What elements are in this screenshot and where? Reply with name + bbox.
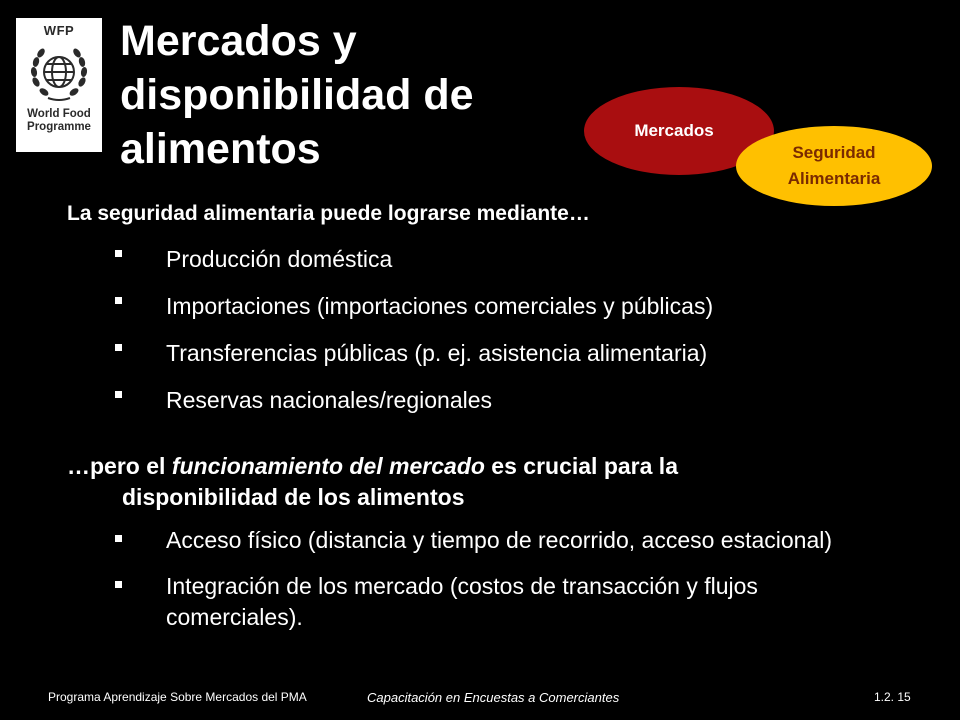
markets-label: Mercados xyxy=(634,121,714,140)
list-item-text: Transferencias públicas (p. ej. asistencia alimentaria) xyxy=(166,340,708,366)
statement-emphasis: funcionamiento del mercado xyxy=(171,453,485,479)
food-security-label xyxy=(788,140,881,192)
square-bullet-icon xyxy=(115,391,122,398)
square-bullet-icon xyxy=(115,344,122,351)
list-item-text: Integración de los mercado (costos de transacción y flujos comerciales). xyxy=(166,573,758,630)
list-item xyxy=(0,571,880,633)
food-security-line1: Seguridad xyxy=(792,143,876,162)
list-item xyxy=(0,334,713,381)
square-bullet-icon xyxy=(115,297,122,304)
logo-name-line1: World Food xyxy=(27,108,91,120)
market-functioning-statement xyxy=(67,451,867,513)
list-item xyxy=(0,240,713,287)
title-line1: Mercados y xyxy=(120,17,357,65)
square-bullet-icon xyxy=(115,250,122,257)
slide-number: 1.2. 15 xyxy=(874,690,911,704)
footer-course: Capacitación en Encuestas a Comerciantes xyxy=(367,690,620,705)
statement-line2: disponibilidad de los alimentos xyxy=(122,484,465,510)
square-bullet-icon xyxy=(115,535,122,542)
intro-statement: La seguridad alimentaria puede lograrse mediante… xyxy=(67,202,590,225)
food-sources-list xyxy=(0,240,713,428)
footer-program: Programa Aprendizaje Sobre Mercados del PMA xyxy=(48,690,307,704)
title-line2: disponibilidad de xyxy=(120,71,474,119)
list-item-text: Reservas nacionales/regionales xyxy=(166,387,493,413)
statement-prefix: …pero el xyxy=(67,453,172,479)
logo-name xyxy=(27,108,91,134)
statement-suffix: es crucial para la xyxy=(484,453,678,479)
list-item-text: Importaciones (importaciones comerciales y públicas) xyxy=(166,293,714,319)
title-line3: alimentos xyxy=(120,125,321,173)
list-item xyxy=(0,287,713,334)
list-item-text: Producción doméstica xyxy=(166,246,393,272)
food-security-line2: Alimentaria xyxy=(787,169,881,188)
list-item xyxy=(0,381,713,428)
wfp-logo xyxy=(16,18,102,152)
market-factors-list xyxy=(0,525,880,648)
wfp-emblem-icon xyxy=(28,42,90,104)
logo-name-line2: Programme xyxy=(27,121,91,133)
square-bullet-icon xyxy=(115,581,122,588)
food-security-ellipse xyxy=(736,126,932,206)
list-item-text: Acceso físico (distancia y tiempo de recorrido, acceso estacional) xyxy=(166,527,833,553)
logo-abbreviation: WFP xyxy=(43,23,75,38)
slide-title xyxy=(120,14,560,176)
list-item xyxy=(0,525,880,556)
